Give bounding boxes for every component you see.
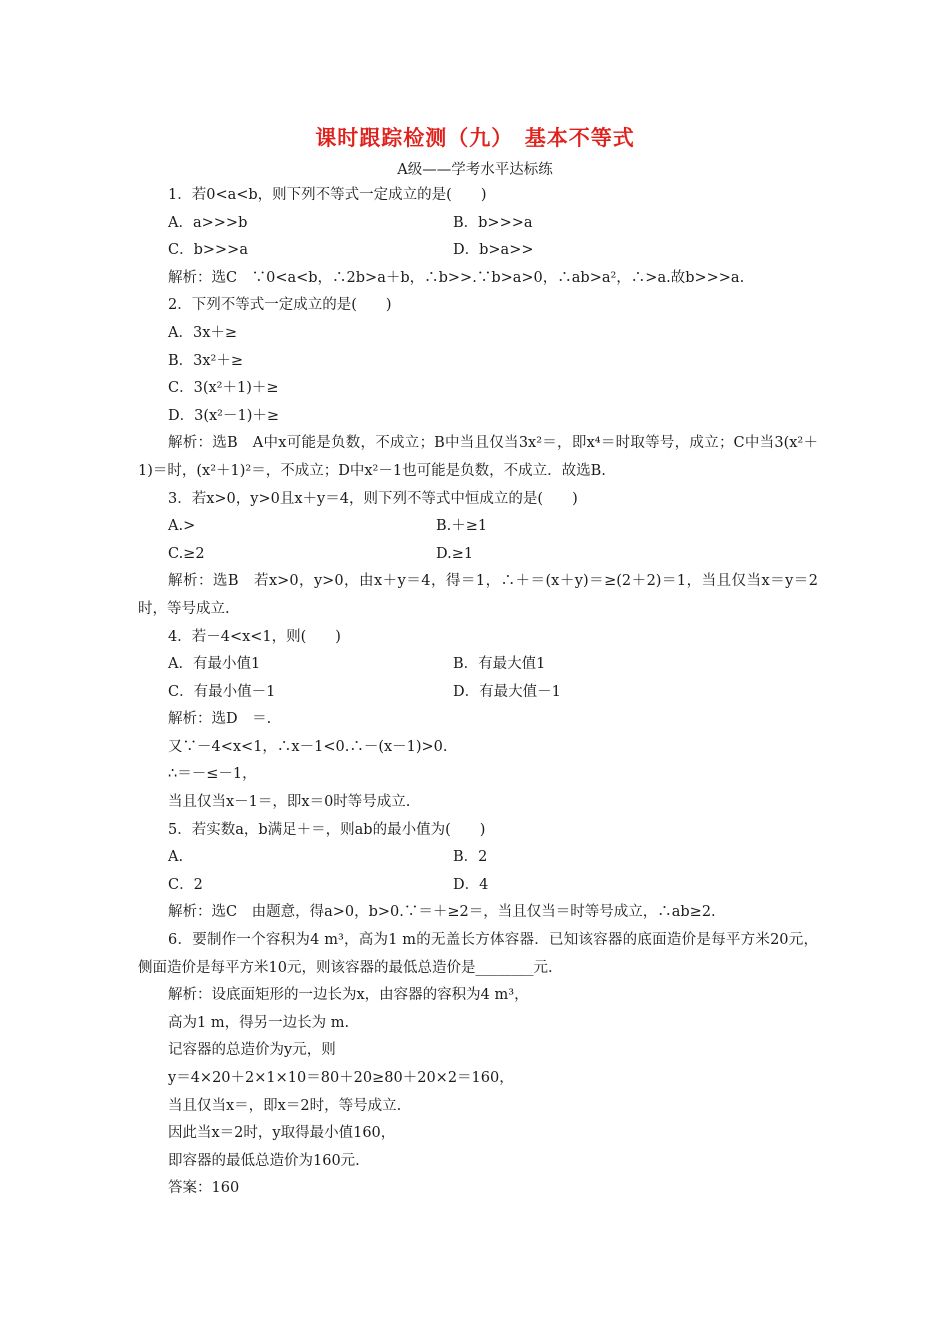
q6-solution-line2: 高为1 m，得另一边长为 m. [168,1014,350,1031]
q1-option-c: C．b>>>a [168,242,248,259]
q3-option-b: B.＋≥1 [436,518,488,535]
q4-option-d: D．有最大值－1 [453,683,561,700]
q4-solution-line4: 当且仅当x－1＝，即x＝0时等号成立. [168,794,411,811]
q5-option-b: B．2 [453,849,488,866]
q3-option-c: C.≥2 [168,545,205,562]
q2-option-d: D．3(x²－1)＋≥ [168,407,280,424]
q2-option-a: A．3x＋≥ [168,324,238,341]
q4-solution-line2: 又∵－4<x<1，∴x－1<0.∴－(x－1)>0. [168,738,448,755]
q1-options-cd [138,237,818,265]
page-title: 课时跟踪检测（九） 基本不等式 [315,125,635,150]
q4-solution-line1: 解析：选D ＝. [168,711,272,728]
q4-options-cd [138,679,818,707]
q6-solution-line6: 因此当x＝2时，y取得最小值160， [168,1125,396,1142]
q5-option-a: A. [168,849,184,866]
q1-solution: 解析：选C ∵0<a<b，∴2b>a＋b，∴b>>.∵b>a>0，∴ab>a²，∴>a.故b>>>a. [168,269,745,286]
q3-options-ab [138,513,818,541]
q1-stem: 1．若0<a<b，则下列不等式一定成立的是( ) [168,187,487,203]
q4-option-a: A．有最小值1 [168,656,261,673]
q4-options-ab [138,651,818,679]
q5-option-d: D．4 [453,876,489,893]
q3-option-d: D.≥1 [436,545,474,562]
q1-options-ab [138,210,818,238]
q5-stem: 5．若实数a，b满足＋＝，则ab的最小值为( ) [168,821,486,838]
q1-option-d: D．b>a>> [453,242,534,259]
q5-options-ab [138,844,818,872]
q6-solution-line3: 记容器的总造价为y元，则 [168,1042,336,1059]
q6-solution-line7: 即容器的最低总造价为160元. [168,1152,360,1169]
q5-solution: 解析：选C 由题意，得a>0，b>0.∵＝＋≥2＝，当且仅当＝时等号成立，∴ab≥2. [168,904,716,921]
q4-stem: 4．若－4<x<1，则( ) [168,628,341,645]
document-body [138,182,818,1203]
q5-options-cd [138,872,818,900]
q4-solution-line3: ∴＝－≤－1， [168,766,257,783]
q4-option-b: B．有最大值1 [453,656,546,673]
q3-options-cd [138,541,818,569]
q2-option-b: B．3x²＋≥ [168,352,244,369]
section-subtitle: A级——学考水平达标练 [397,162,553,178]
q3-solution: 解析：选B 若x>0，y>0，由x＋y＝4，得＝1，∴＋＝(x＋y)＝≥(2＋2)＝1，当且仅当x＝y＝2时，等号成立. [138,573,818,617]
q6-solution-line1: 解析：设底面矩形的一边长为x，由容器的容积为4 m³， [168,987,529,1004]
q6-solution-line5: 当且仅当x＝，即x＝2时，等号成立. [168,1097,402,1114]
q6-solution-line4: y＝4×20＋2×1×10＝80＋20≥80＋20×2＝160， [168,1070,514,1086]
q2-stem: 2．下列不等式一定成立的是( ) [168,297,392,314]
q6-answer: 答案：160 [168,1180,240,1197]
q1-option-b: B．b>>>a [453,214,533,231]
q2-option-c: C．3(x²＋1)＋≥ [168,380,279,397]
q2-solution: 解析：选B A中x可能是负数，不成立；B中当且仅当3x²＝，即x⁴＝时取等号，成立；C中当3(x²＋1)＝时，(x²＋1)²＝，不成立；D中x²－1也可能是负数，不成立．故选B. [138,435,818,479]
q4-option-c: C．有最小值－1 [168,683,276,700]
q3-stem: 3．若x>0，y>0且x＋y＝4，则下列不等式中恒成立的是( ) [168,490,578,507]
q1-option-a: A．a>>>b [168,214,248,231]
q6-stem: 6．要制作一个容积为4 m³，高为1 m的无盖长方体容器．已知该容器的底面造价是每平方米20元，侧面造价是每平方米10元，则该容器的最低总造价是________元. [138,932,818,976]
q3-option-a: A.> [168,518,196,535]
q5-option-c: C．2 [168,876,203,893]
